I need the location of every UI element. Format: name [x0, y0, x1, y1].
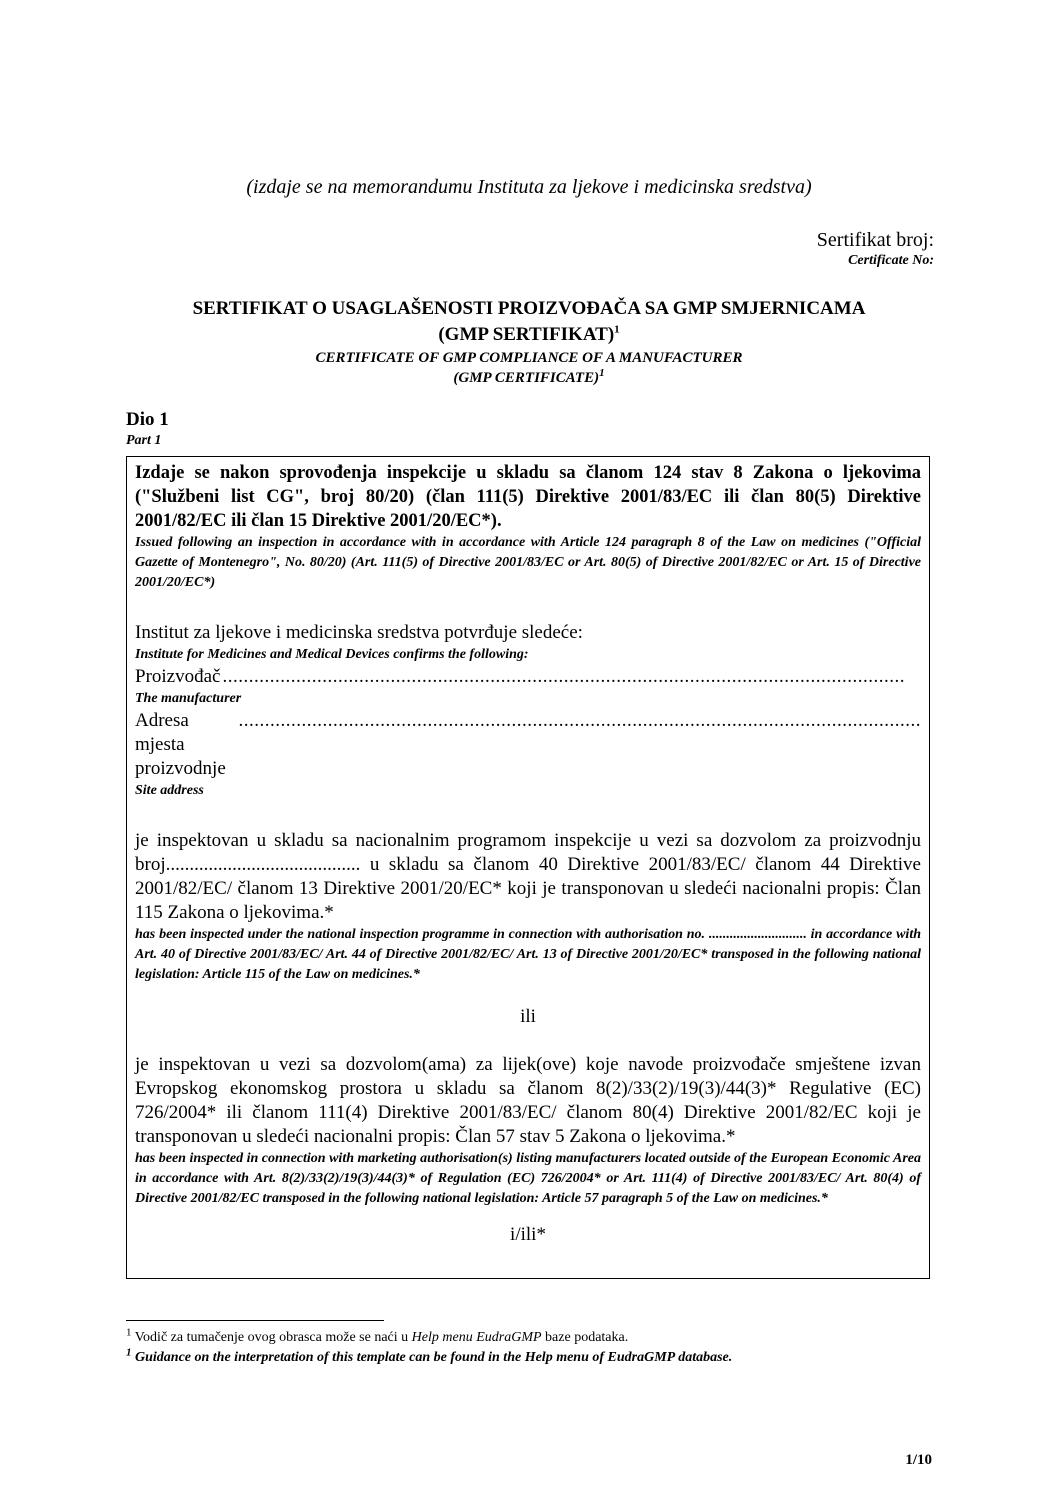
title-line-4-text: (GMP CERTIFICATE) — [453, 370, 600, 386]
and-or-separator: i/ili* — [510, 1224, 546, 1245]
footnote-1-mark: 1 — [126, 1326, 132, 1339]
title-line-4 — [0, 368, 1058, 388]
title-line-2-text: (GMP SERTIFIKAT) — [438, 324, 615, 345]
cert-no-label-en: Certificate No: — [848, 253, 934, 268]
marketing-authorisation-paragraph: je inspektovan u vezi sa dozvolom(ama) za lijek(ove) koje navode proizvođače smještene izvan Evropskog ekonomskog prostora u skladu sa članom 8(2)/33(2)/19(3)/44(3)* Regulative (EC) 726/2004* ili članom 111(4) Direktive 2001/83/EC/ članom 80(4) Direktive 2001/82/EC koji je transponovan u sledeći nacionalni propis: Član 57 stav 5 Zakona o ljekovima.* — [135, 1054, 921, 1147]
cert-no-label: Sertifikat broj: — [816, 229, 934, 251]
confirms-statement-en: Institute for Medicines and Medical Devices confirms the following: — [135, 647, 529, 662]
national-programme-paragraph: je inspektovan u skladu sa nacionalnim programom inspekcije u vezi sa dozvolom za proizvodnju broj......................................... u skladu sa članom 40 Direktive 2001/83/EC/ članom 44 Direktive 2001/82/EC/ članom 13 Direktive 2001/20/EC* koji je transponovan u sledeći nacionalni propis: Član 115 Zakona o ljekovima.* — [135, 830, 921, 923]
certificate-number — [817, 228, 934, 270]
issued-statement-en: Issued following an inspection in accordance with in accordance with Article 124 paragraph 8 of the Law on medicines ("Official Gazette of Montenegro", No. 80/20) (Art. 111(5) of Directive 2001/83/EC or Art. 80(5) of Directive 2001/82/EC or Art. 15 of Directive 2001/20/EC*) — [135, 535, 921, 590]
site-address-dots: .................................................................................................................................. — [238, 710, 921, 731]
footnote-divider — [126, 1320, 384, 1321]
footnote-2-mark: 1 — [126, 1346, 132, 1359]
part-heading — [126, 408, 169, 450]
or-separator: ili — [520, 1006, 536, 1027]
manufacturer-label: Proizvođač — [135, 666, 221, 687]
confirms-statement: Institut za ljekove i medicinska sredstva potvrđuje sledeće: — [135, 622, 583, 643]
footnote-1 — [126, 1328, 628, 1348]
footnote-1-en — [126, 1348, 732, 1368]
manufacturer-label-en: The manufacturer — [135, 691, 242, 706]
site-address-label: Adresa mjesta proizvodnje — [135, 710, 226, 779]
title-line-1: SERTIFIKAT O USAGLAŠENOSTI PROIZVOĐAČA SA GMP SMJERNICAMA — [192, 298, 866, 319]
page-number: 1/10 — [905, 1452, 932, 1468]
document-title — [0, 296, 1058, 388]
footnote-2-text: Guidance on the interpretation of this template can be found in the Help menu of EudraGMP database. — [131, 1350, 733, 1365]
footnote-1-text-b: Help menu EudraGMP — [411, 1330, 542, 1345]
part-label: Dio 1 — [126, 409, 169, 430]
footnote-1-text-a: Vodič za tumačenje ovog obrasca može se naći u — [131, 1330, 412, 1345]
part-label-en: Part 1 — [126, 433, 162, 448]
footnote-1-text-c: baze podataka. — [541, 1330, 629, 1345]
certificate-box-content — [135, 461, 921, 1247]
footnote-ref: 1 — [599, 367, 605, 379]
issued-statement: Izdaje se nakon sprovođenja inspekcije u skladu sa članom 124 stav 8 Zakona o ljekovima ("Službeni list CG", broj 80/20) (član 111(5) Direktive 2001/83/EC ili član 80(5) Direktive 2001/82/EC ili član 15 Direktive 2001/20/EC*). — [135, 463, 921, 531]
memo-note: (izdaje se na memorandumu Instituta za ljekove i medicinska sredstva) — [246, 176, 812, 198]
site-address-field — [135, 709, 921, 781]
title-line-3: CERTIFICATE OF GMP COMPLIANCE OF A MANUFACTURER — [315, 350, 743, 366]
site-address-label-en: Site address — [135, 783, 204, 798]
footnote-ref: 1 — [614, 323, 620, 336]
manufacturer-field — [135, 665, 921, 689]
manufacturer-dots: .................................................................................................................................. — [222, 666, 905, 687]
certificate-box — [126, 456, 930, 1279]
national-programme-paragraph-en: has been inspected under the national inspection programme in connection with authorisation no. ............................ in accordance with Art. 40 of Directive 2001/83/EC/ Art. 44 of Directive 2001/82/EC/ Art. 13 of Directive 2001/20/EC* transposed in the following national legislation: Article 115 of the Law on medicines.* — [135, 927, 921, 982]
title-line-2 — [0, 322, 1058, 348]
marketing-authorisation-paragraph-en: has been inspected in connection with marketing authorisation(s) listing manufacturers located outside of the European Economic Area in accordance with Art. 8(2)/33(2)/19(3)/44(3)* of Regulation (EC) 726/2004* or Art. 111(4) of Directive 2001/83/EC/ Art. 80(4) of Directive 2001/82/EC transposed in the following national legislation: Article 57 paragraph 5 of the Law on medicines.* — [135, 1151, 921, 1206]
